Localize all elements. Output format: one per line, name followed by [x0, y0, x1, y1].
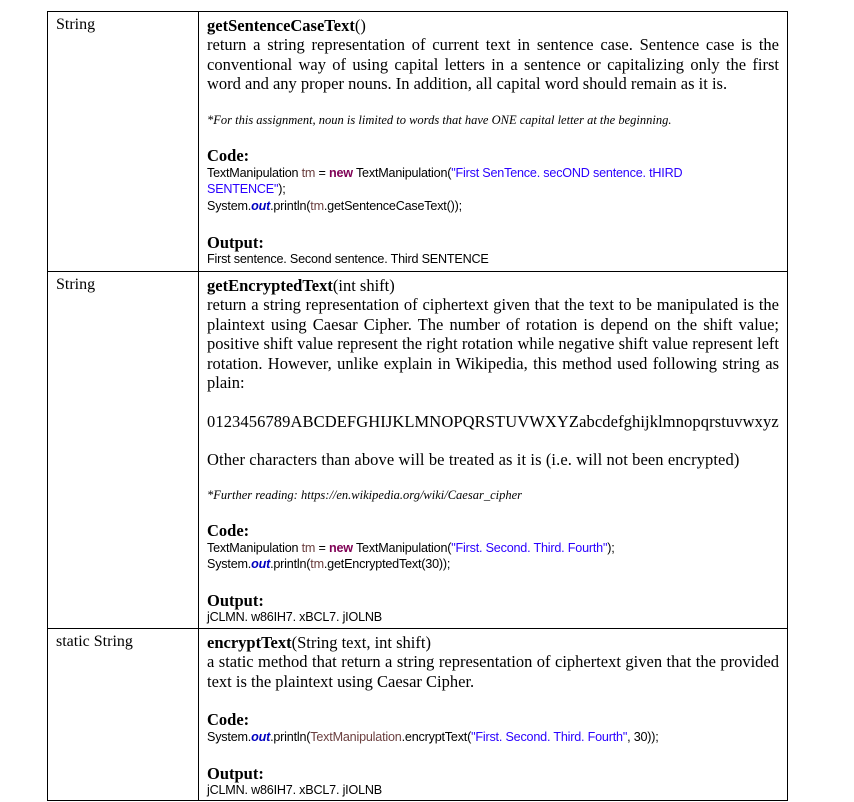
method-signature	[207, 276, 779, 295]
table-row	[48, 629, 788, 801]
code-block: TextManipulation tm = new TextManipulation("First. Second. Third. Fourth"); System.out.println(tm.getEncryptedText(30));	[207, 540, 615, 572]
method-name: getSentenceCaseText	[207, 16, 355, 35]
return-type: String	[56, 276, 96, 293]
plain-alphabet: 0123456789ABCDEFGHIJKLMNOPQRSTUVWXYZabcdefghijklmnopqrstuvwxyz	[207, 411, 779, 431]
output-label: Output:	[207, 591, 264, 611]
output-text: First sentence. Second sentence. Third SENTENCE	[207, 251, 489, 266]
method-params: ()	[354, 16, 366, 35]
code-block: TextManipulation tm = new TextManipulation("First SenTence. secOND sentence. tHIRD SENTENCE"); System.out.println(tm.getSentenceCaseText());	[207, 165, 683, 214]
output-label: Output:	[207, 763, 264, 783]
code-label: Code:	[207, 145, 250, 165]
method-note: *Further reading: https://en.wikipedia.org/wiki/Caesar_cipher	[207, 487, 523, 502]
method-description: return a string representation of current text in sentence case. Sentence case is the conventional way of using capital letters in a sentence or capitalizing only the first word and any proper nouns. In addition, all capital word should remain as it is.	[207, 35, 779, 93]
method-note: *For this assignment, noun is limited to words that have ONE capital letter at the beginning.	[207, 112, 672, 127]
return-type: static String	[56, 633, 133, 650]
method-detail-cell	[199, 272, 788, 629]
output-text: jCLMN. w86IH7. xBCL7. jIOLNB	[207, 610, 382, 625]
table-row	[48, 272, 788, 629]
method-description: a static method that return a string representation of ciphertext given that the provided text is the plaintext using Caesar Cipher.	[207, 652, 779, 691]
method-name: encryptText	[207, 633, 292, 652]
table-row	[48, 12, 788, 272]
method-signature	[207, 16, 779, 35]
other-characters-note: Other characters than above will be treated as it is (i.e. will not been encrypted)	[207, 450, 740, 469]
method-params: (int shift)	[332, 276, 395, 295]
output-text: jCLMN. w86IH7. xBCL7. jIOLNB	[207, 782, 382, 797]
code-label: Code:	[207, 520, 250, 540]
return-type-cell	[48, 629, 199, 801]
output-label: Output:	[207, 232, 264, 252]
method-params: (String text, int shift)	[291, 633, 431, 652]
method-description: return a string representation of ciphertext given that the text to be manipulated is the plaintext using Caesar Cipher. The number of rotation is depend on the shift value; positive shift value represent the right rotation while negative shift value represent left rotation. However, unlike explain in Wikipedia, this method used following string as plain:	[207, 295, 779, 392]
code-block: System.out.println(TextManipulation.encryptText("First. Second. Third. Fourth", 30));	[207, 730, 659, 744]
method-signature	[207, 633, 779, 652]
method-detail-cell	[199, 629, 788, 801]
return-type-cell	[48, 12, 199, 272]
return-type: String	[56, 16, 96, 33]
return-type-cell	[48, 272, 199, 629]
method-table	[47, 11, 788, 801]
code-label: Code:	[207, 710, 250, 729]
method-detail-cell	[199, 12, 788, 272]
method-name: getEncryptedText	[207, 276, 333, 295]
